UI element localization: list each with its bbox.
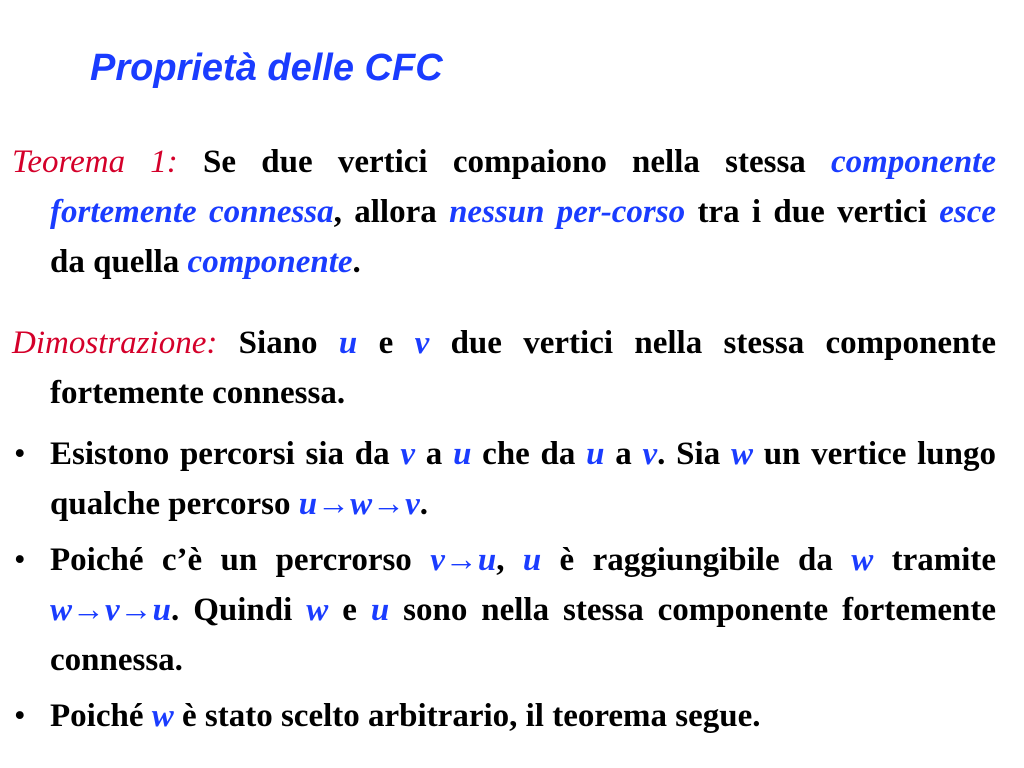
b2-text-1: Poiché c’è un percrorso bbox=[50, 542, 431, 578]
b1-path-3: v bbox=[405, 486, 420, 522]
b3-var-1: w bbox=[151, 698, 174, 734]
right-arrow-icon: → bbox=[72, 592, 106, 628]
b1-var-1: v bbox=[400, 436, 416, 472]
b2-text-6: e bbox=[328, 592, 371, 628]
right-arrow-icon: → bbox=[119, 592, 153, 628]
b1-text-7: . bbox=[419, 486, 428, 522]
b1-path-1: u bbox=[298, 486, 318, 522]
b3-text-2: è stato scelto arbitrario, il teorema segue. bbox=[173, 698, 761, 734]
proof-label: Dimostrazione: bbox=[12, 325, 218, 361]
b1-var-4: v bbox=[642, 436, 658, 472]
b2-var-1: u bbox=[522, 542, 542, 578]
b2-text-4: tramite bbox=[873, 542, 997, 578]
right-arrow-icon: → bbox=[317, 486, 351, 522]
b2-text-3: è raggiungibile da bbox=[541, 542, 852, 578]
b2-var-4: u bbox=[370, 592, 390, 628]
theorem-emphasis-3: esce bbox=[939, 194, 996, 230]
theorem-text-5: . bbox=[352, 244, 361, 280]
bullet-icon: • bbox=[14, 698, 26, 734]
bullet-item-1 bbox=[12, 429, 996, 529]
b2-path-1: v bbox=[430, 542, 445, 578]
b1-var-5: w bbox=[730, 436, 753, 472]
b1-var-2: u bbox=[453, 436, 472, 472]
bullet-item-3 bbox=[12, 691, 996, 741]
theorem-text-2: , allora bbox=[333, 194, 450, 230]
bullet-item-2 bbox=[12, 535, 996, 685]
proof-var-u: u bbox=[338, 325, 358, 361]
bullet-icon: • bbox=[14, 542, 26, 578]
b2-text-5: . Quindi bbox=[171, 592, 307, 628]
theorem-text-1: Se due vertici compaiono nella stessa bbox=[177, 144, 832, 180]
b1-text-1: Esistono percorsi sia da bbox=[50, 436, 401, 472]
theorem-text-4: da quella bbox=[50, 244, 188, 280]
theorem-emphasis-2: nessun per-corso bbox=[449, 194, 686, 230]
b1-text-3: che da bbox=[471, 436, 587, 472]
b2-path-5: u bbox=[152, 592, 172, 628]
proof-bullet-list bbox=[12, 429, 996, 747]
proof-text-1: Siano bbox=[217, 325, 339, 361]
b2-path-4: v bbox=[105, 592, 120, 628]
b2-var-2: w bbox=[851, 542, 874, 578]
b2-path-3: w bbox=[50, 592, 73, 628]
proof-text-3: due vertici nella stessa componente fortemente connessa. bbox=[50, 325, 996, 411]
b1-path-2: w bbox=[350, 486, 373, 522]
proof-var-v: v bbox=[414, 325, 430, 361]
theorem-text-3: tra i due vertici bbox=[685, 194, 940, 230]
b2-var-3: w bbox=[306, 592, 329, 628]
theorem-emphasis-1: componente fortemente connessa bbox=[50, 144, 996, 230]
b1-text-5: . Sia bbox=[657, 436, 731, 472]
b1-text-6: un vertice lungo qualche percorso bbox=[50, 436, 997, 522]
theorem-label: Teorema 1: bbox=[12, 144, 178, 180]
proof-paragraph bbox=[12, 318, 996, 418]
b3-text-1: Poiché bbox=[50, 698, 152, 734]
right-arrow-icon: → bbox=[444, 542, 478, 578]
bullet-icon: • bbox=[14, 436, 26, 472]
b2-text-2: , bbox=[496, 542, 523, 578]
b2-path-2: u bbox=[477, 542, 497, 578]
right-arrow-icon: → bbox=[372, 486, 406, 522]
b1-text-4: a bbox=[604, 436, 643, 472]
b1-text-2: a bbox=[415, 436, 454, 472]
theorem-paragraph bbox=[12, 137, 996, 287]
b1-var-3: u bbox=[586, 436, 605, 472]
proof-text-2: e bbox=[357, 325, 415, 361]
theorem-emphasis-4: componente bbox=[187, 244, 353, 280]
b2-text-7: sono nella stessa componente fortemente connessa. bbox=[50, 592, 996, 678]
slide-title: Proprietà delle CFC bbox=[90, 47, 443, 89]
